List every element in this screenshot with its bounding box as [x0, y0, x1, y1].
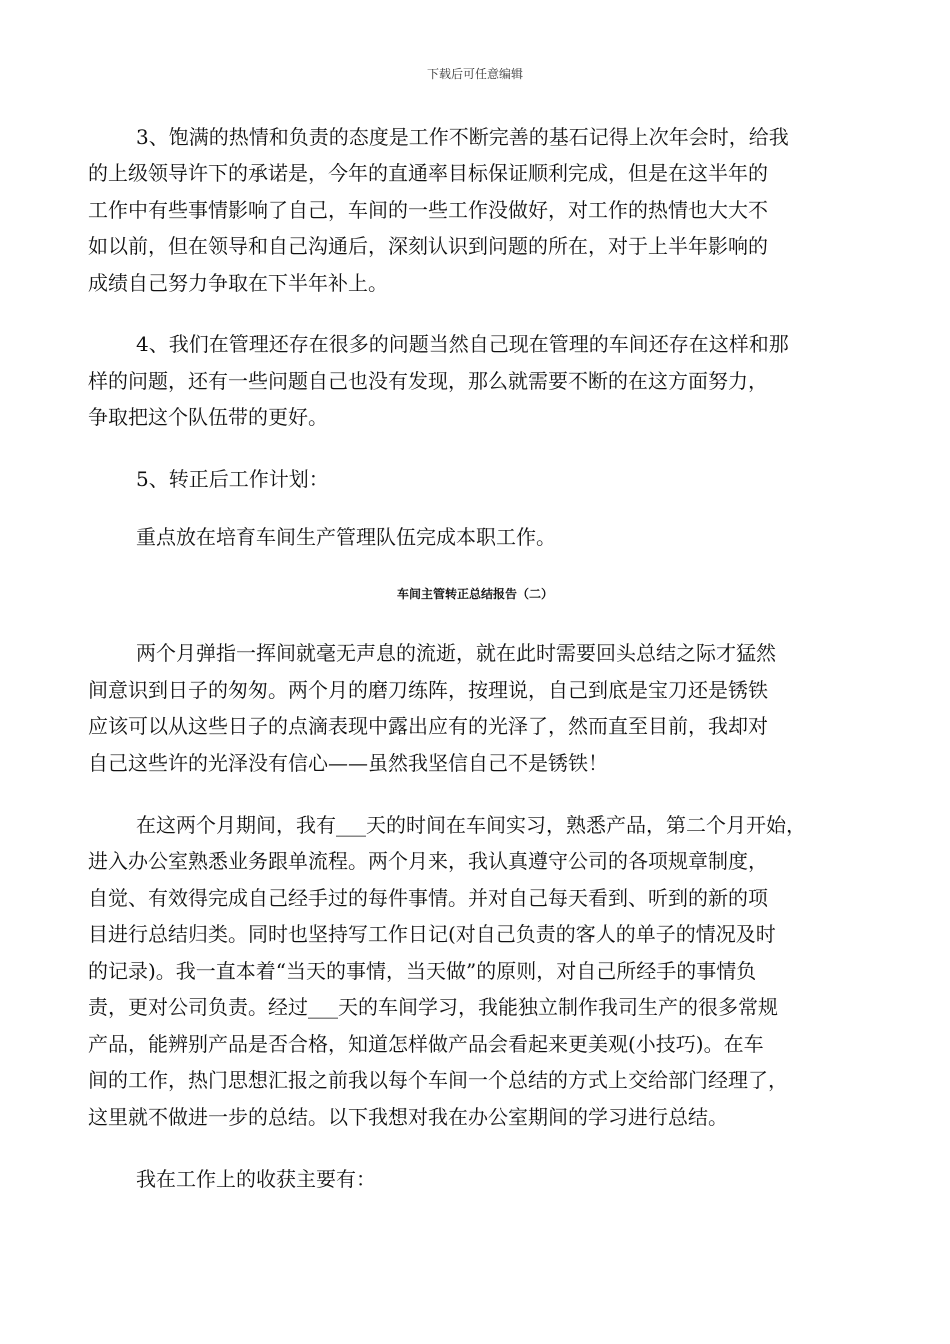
paragraph-5-line-1: 5、转正后工作计划： [136, 467, 329, 491]
section-title: 车间主管转正总结报告（二） [396, 587, 553, 601]
paragraph-3-line-1: 3、饱满的热情和负责的态度是工作不断完善的基石记得上次年会时，给我 [136, 125, 789, 149]
paragraph-3-line-5: 成绩自己努力争取在下半年补上。 [88, 271, 388, 295]
paragraph-3-line-3: 工作中有些事情影响了自己，车间的一些工作没做好，对工作的热情也大大不 [88, 198, 768, 222]
section-paragraph-2-line-3: 自觉、有效得完成自己经手过的每件事情。并对自己每天看到、听到的新的项 [88, 886, 768, 910]
section-paragraph-1-line-3: 应该可以从这些日子的点滴表现中露出应有的光泽了，然而直至目前，我却对 [88, 714, 768, 738]
section-paragraph-2-line-6: 责，更对公司负责。经过___天的车间学习，我能独立制作我司生产的很多常规 [88, 995, 778, 1019]
paragraph-4-line-3: 争取把这个队伍带的更好。 [88, 405, 328, 429]
paragraph-3-line-4: 如以前，但在领导和自己沟通后，深刻认识到问题的所在，对于上半年影响的 [88, 234, 768, 258]
section-paragraph-1-line-4: 自己这些许的光泽没有信心——虽然我坚信自己不是锈铁！ [88, 751, 608, 775]
section-paragraph-2-line-1: 在这两个月期间，我有___天的时间在车间实习，熟悉产品，第二个月开始， [136, 813, 806, 837]
section-paragraph-2-line-7: 产品，能辨别产品是否合格，知道怎样做产品会看起来更美观(小技巧)。在车 [88, 1032, 764, 1056]
paragraph-4-line-2: 样的问题，还有一些问题自己也没有发现，那么就需要不断的在这方面努力， [88, 369, 768, 393]
section-paragraph-2-line-9: 这里就不做进一步的总结。以下我想对我在办公室期间的学习进行总结。 [88, 1105, 728, 1129]
page-header: 下载后可任意编辑 [426, 67, 523, 81]
section-paragraph-2-line-4: 目进行总结归类。同时也坚持写工作日记(对自己负责的客人的单子的情况及时 [88, 922, 776, 946]
section-paragraph-2-line-2: 进入办公室熟悉业务跟单流程。两个月来，我认真遵守公司的各项规章制度， [88, 849, 768, 873]
paragraph-4-line-1: 4、我们在管理还存在很多的问题当然自己现在管理的车间还存在这样和那 [136, 332, 789, 356]
section-paragraph-1-line-1: 两个月弹指一挥间就毫无声息的流逝，就在此时需要回头总结之际才猛然 [136, 641, 776, 665]
section-paragraph-1-line-2: 间意识到日子的匆匆。两个月的磨刀练阵，按理说，自己到底是宝刀还是锈铁 [88, 678, 768, 702]
section-paragraph-2-line-5: 的记录)。我一直本着“当天的事情，当天做”的原则，对自己所经手的事情负 [88, 959, 757, 983]
paragraph-3-line-2: 的上级领导许下的承诺是，今年的直通率目标保证顺利完成，但是在这半年的 [88, 161, 768, 185]
section-paragraph-3-line-1: 我在工作上的收获主要有： [136, 1167, 376, 1191]
paragraph-6-line-1: 重点放在培育车间生产管理队伍完成本职工作。 [136, 525, 556, 549]
section-paragraph-2-line-8: 间的工作，热门思想汇报之前我以每个车间一个总结的方式上交给部门经理了， [88, 1068, 788, 1092]
